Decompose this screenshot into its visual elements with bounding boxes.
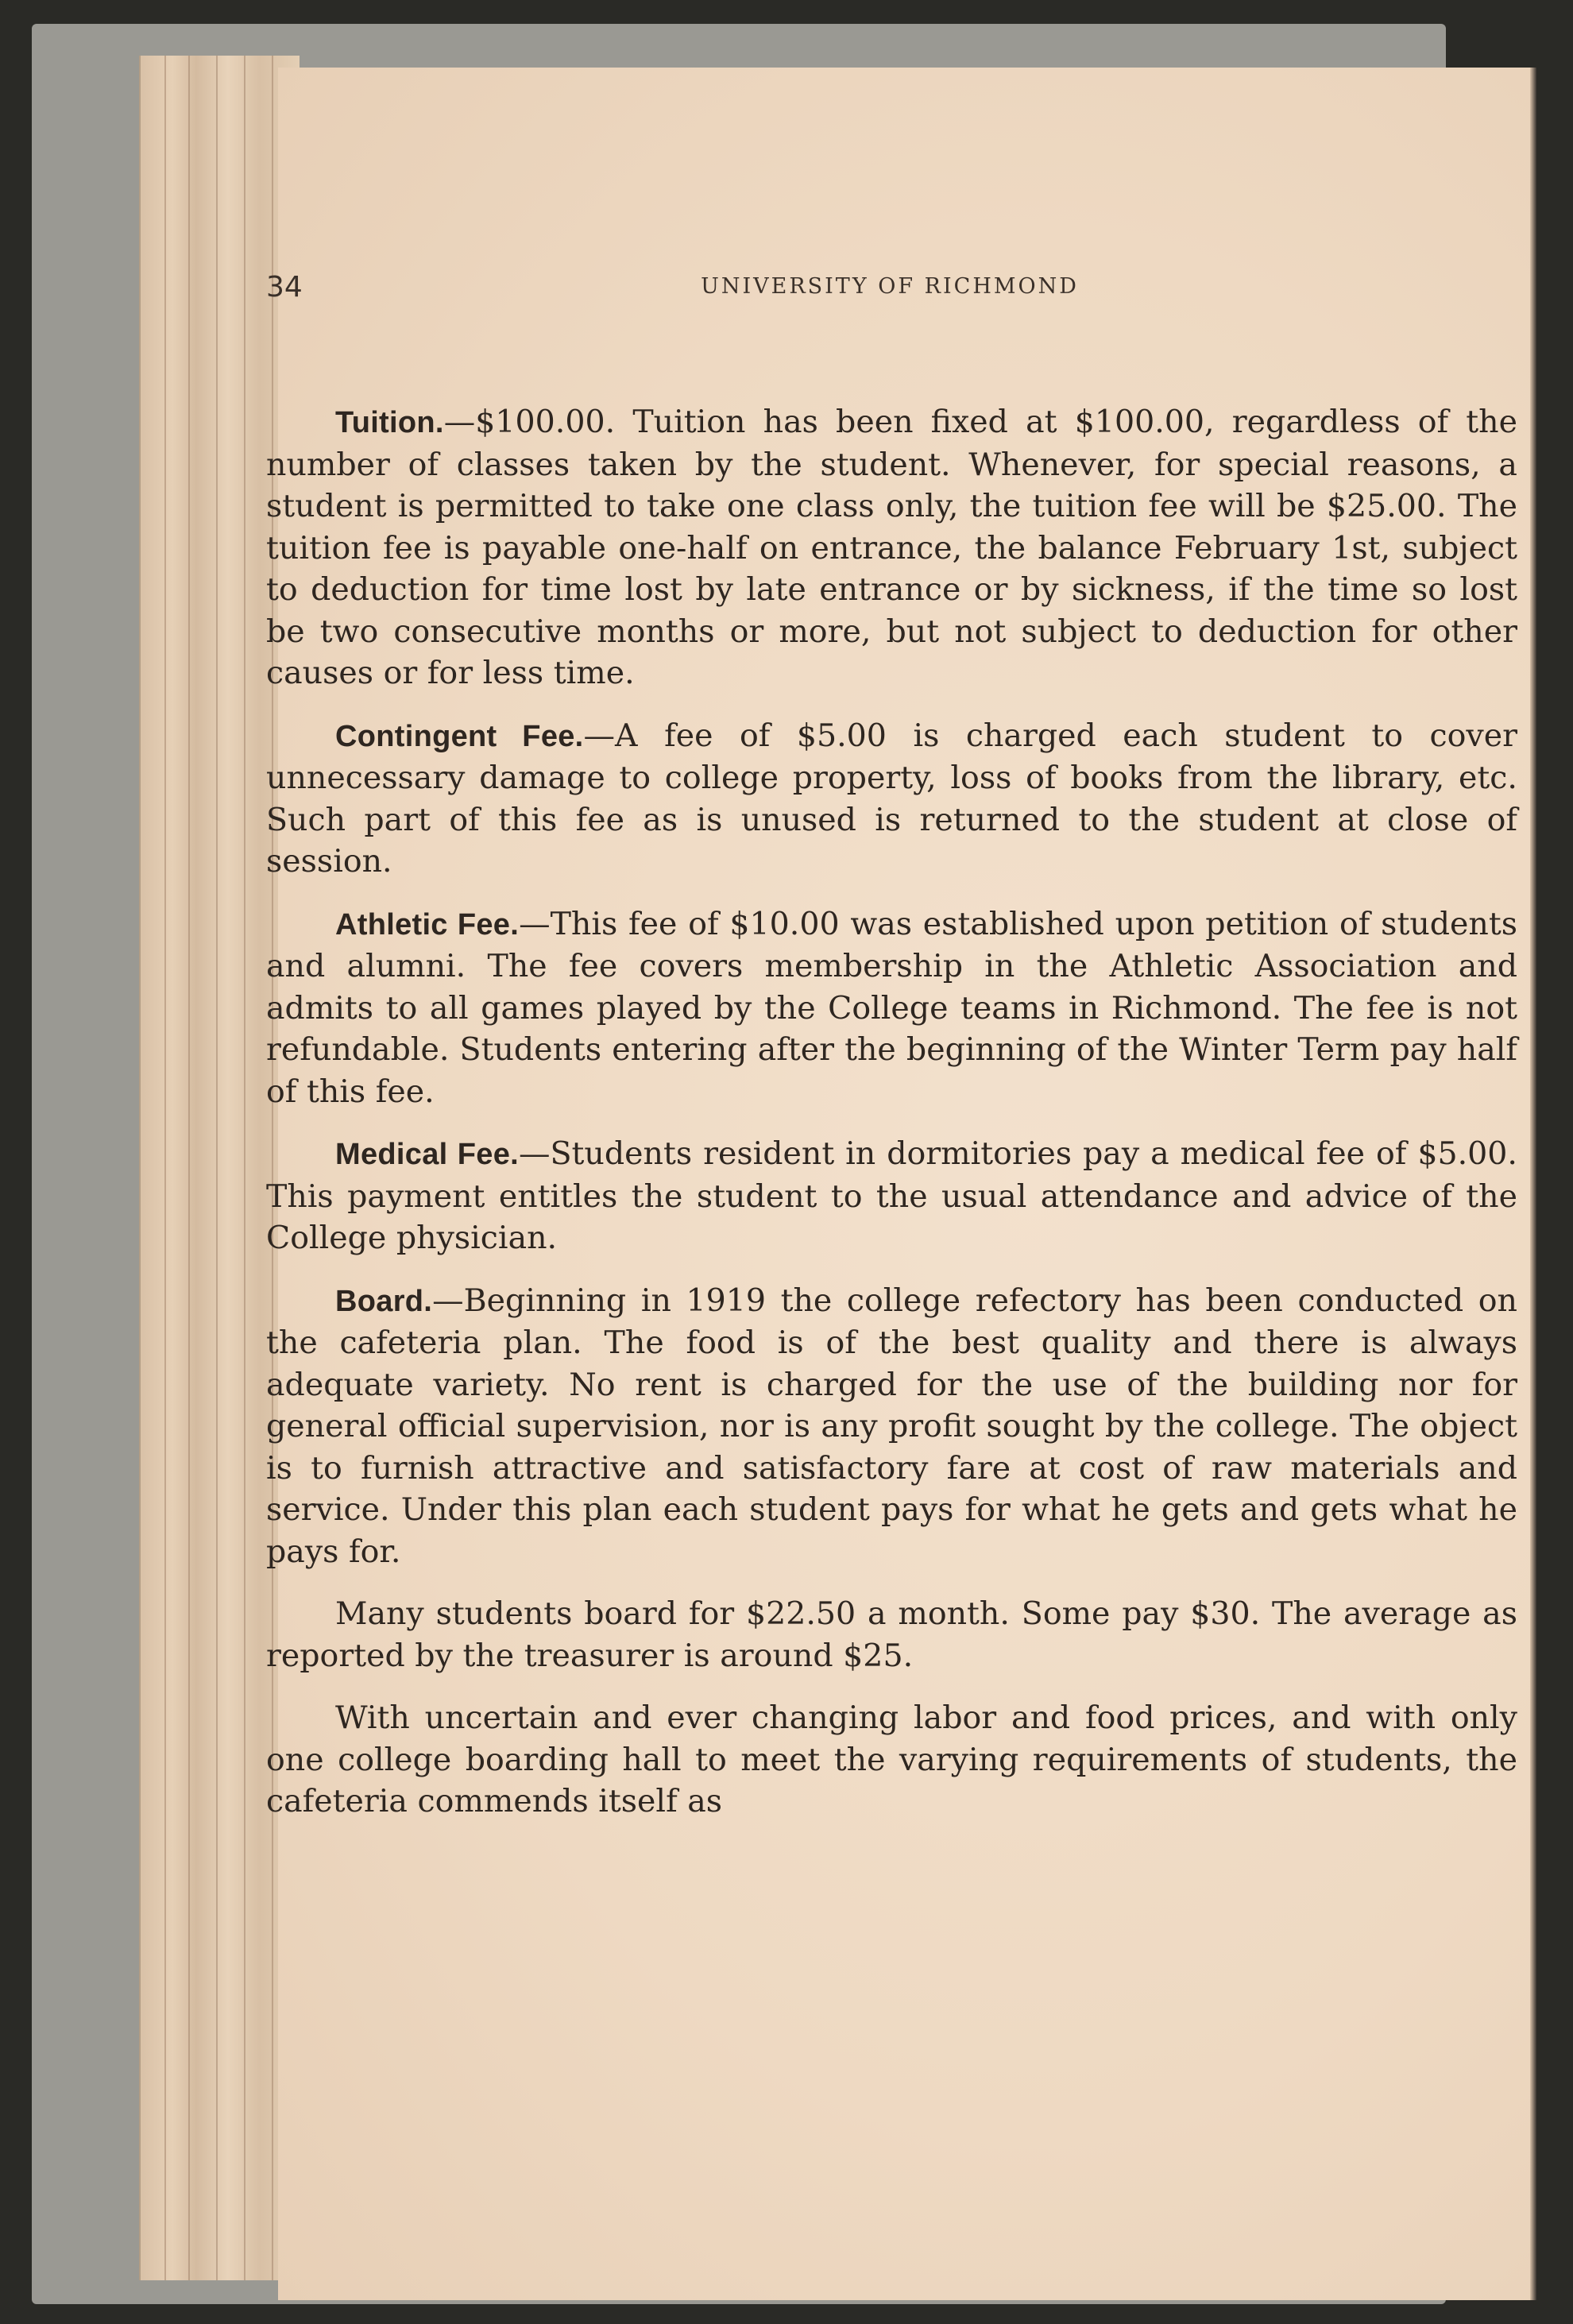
athletic-fee-paragraph (266, 903, 1517, 1113)
athletic-fee-heading: Athletic Fee. (335, 907, 520, 942)
contingent-fee-paragraph (266, 715, 1517, 883)
tuition-text: —$100.00. Tuition has been fixed at $100.00, regardless of the number of classes taken by the student. Whenever, for special reasons, a student is permitted to take one class only, the tuition fee will be $25.00. The tuition fee is payable one-half on entrance, the balance February 1st, subject to deduction for time lost by late entrance or by sickness, if the time so lost be two consecutive months or more, but not subject to deduction for other causes or for less time. (266, 404, 1517, 691)
tuition-paragraph (266, 401, 1517, 694)
header-title: UNIVERSITY OF RICHMOND (701, 274, 1079, 299)
body-text (266, 401, 1517, 1843)
board-heading: Board. (335, 1284, 433, 1318)
cafeteria-paragraph: With uncertain and ever changing labor and food prices, and with only one college boarding hall to meet the varying requirements of students, the cafeteria commends itself as (266, 1699, 1517, 1819)
tuition-heading: Tuition. (335, 406, 444, 439)
medical-fee-heading: Medical Fee. (335, 1138, 519, 1171)
medical-fee-paragraph (266, 1133, 1517, 1259)
board-price-paragraph: Many students board for $22.50 a month. Some pay $30. The average as reported by the treasurer is around $25. (266, 1595, 1517, 1674)
medical-fee-text: —Students resident in dormitories pay a medical fee of $5.00. This payment entitles the student to the usual attendance and advice of the College physician. (266, 1135, 1517, 1256)
board-text: —Beginning in 1919 the college refectory has been conducted on the cafeteria plan. The food is of the best quality and there is always adequate variety. No rent is charged for the use of the building nor for general official supervision, nor is any profit sought by the college. The object is to furnish attractive and satisfactory fare at cost of raw materials and service. Under this plan each student pays for what he gets and gets what he pays for. (266, 1282, 1517, 1570)
board-paragraph (266, 1280, 1517, 1573)
contingent-fee-text: —A fee of $5.00 is charged each student to cover unnecessary damage to college property, loss of books from the library, etc. Such part of this fee as is unused is returned to the student at close of session. (266, 717, 1517, 880)
contingent-fee-heading: Contingent Fee. (335, 719, 584, 753)
athletic-fee-text: —This fee of $10.00 was established upon petition of students and alumni. The fee covers membership in the Athletic Association and admits to all games played by the College teams in Richmond. The fee is not refundable. Students entering after the beginning of the Winter Term pay half of this fee. (266, 905, 1518, 1110)
page-number: 34 (266, 271, 303, 304)
